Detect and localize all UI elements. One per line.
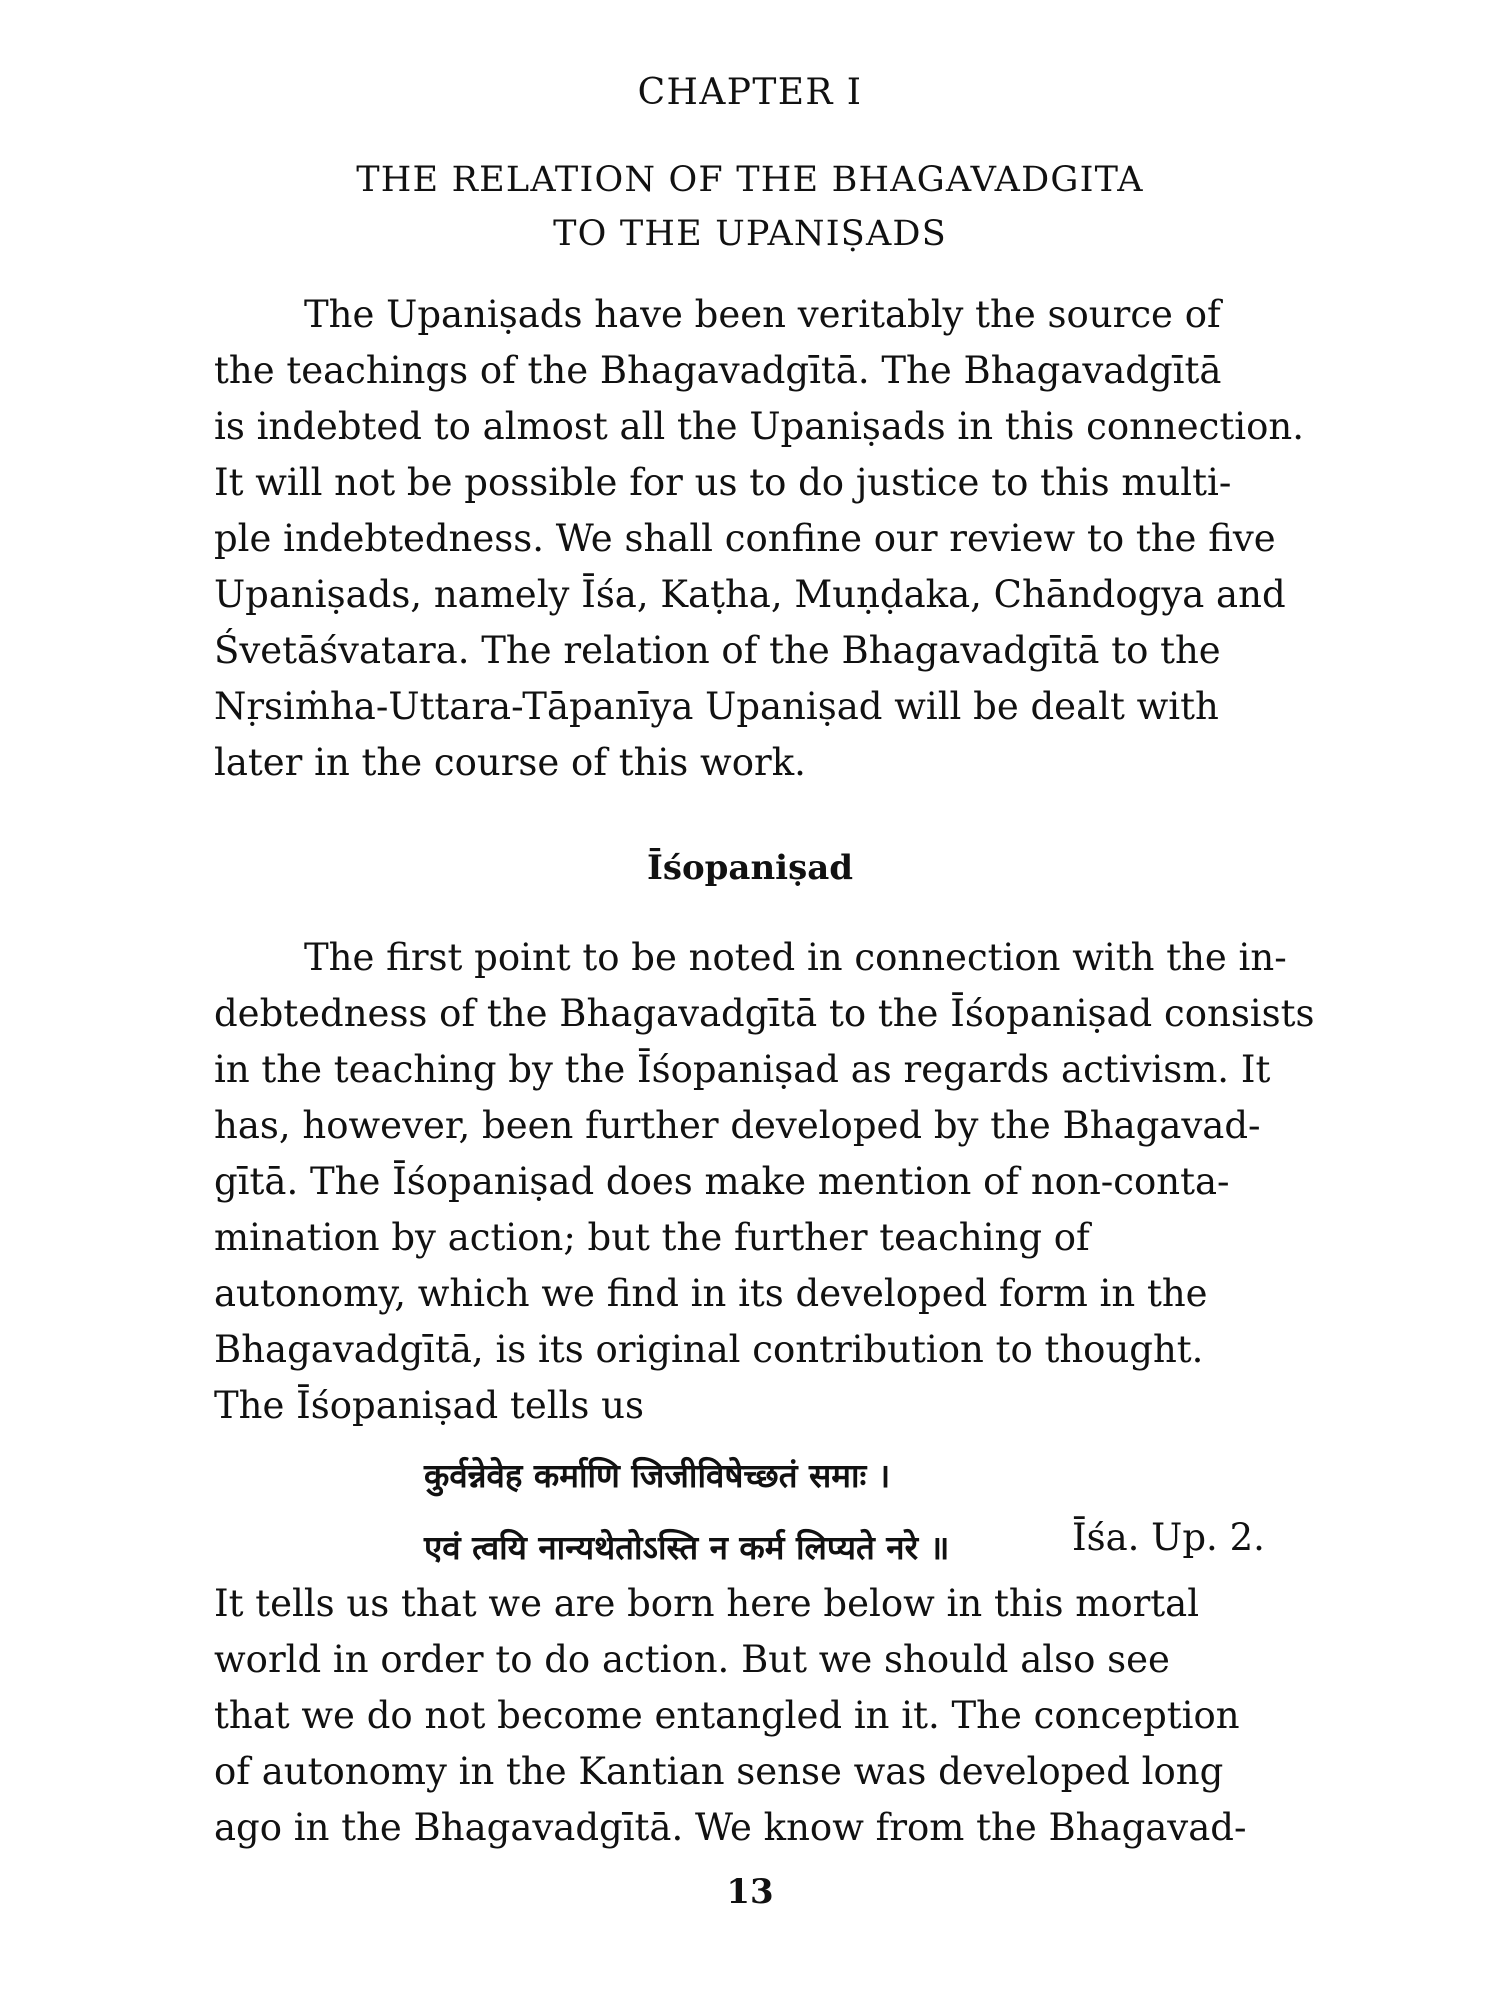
sanskrit-verse-line-1: कुर्वन्नेवेह कर्माणि जिजीविषेच्छतं समाः । bbox=[424, 1456, 891, 1495]
isopanisad-paragraph bbox=[214, 930, 1315, 1434]
paragraph-line: ple indebtedness. We shall confine our review to the five bbox=[214, 517, 1276, 560]
paragraph-line: It tells us that we are born here below in this mortal bbox=[214, 1582, 1200, 1625]
paragraph-line: later in the course of this work. bbox=[214, 741, 806, 784]
section-heading-isopanisad: Īśopaniṣad bbox=[646, 848, 854, 888]
paragraph-line: autonomy, which we find in its developed form in the bbox=[214, 1272, 1208, 1315]
paragraph-line: The first point to be noted in connection with the in- bbox=[304, 936, 1287, 979]
paragraph-line: mination by action; but the further teaching of bbox=[214, 1216, 1090, 1259]
paragraph-line: ago in the Bhagavadgītā. We know from the Bhagavad- bbox=[214, 1806, 1247, 1849]
paragraph-line: Nṛsiṁha-Uttara-Tāpanīya Upaniṣad will be dealt with bbox=[214, 685, 1219, 728]
paragraph-line: gītā. The Īśopaniṣad does make mention of non-conta- bbox=[214, 1160, 1230, 1203]
chapter-title-line-2: TO THE UPANIṢADS bbox=[553, 214, 947, 254]
paragraph-line: the teachings of the Bhagavadgītā. The Bhagavadgītā bbox=[214, 349, 1222, 392]
paragraph-line: in the teaching by the Īśopaniṣad as regards activism. It bbox=[214, 1048, 1271, 1091]
paragraph-line: has, however, been further developed by the Bhagavad- bbox=[214, 1104, 1261, 1147]
intro-paragraph bbox=[214, 287, 1304, 791]
paragraph-line: Śvetāśvatara. The relation of the Bhagavadgītā to the bbox=[214, 629, 1221, 672]
paragraph-line: The Īśopaniṣad tells us bbox=[214, 1384, 644, 1427]
page-number: 13 bbox=[726, 1872, 774, 1912]
paragraph-line: Bhagavadgītā, is its original contribution to thought. bbox=[214, 1328, 1204, 1371]
verse-reference: Īśa. Up. 2. bbox=[1072, 1516, 1265, 1559]
chapter-label: CHAPTER I bbox=[637, 72, 863, 113]
chapter-title-line-1: THE RELATION OF THE BHAGAVADGITA bbox=[356, 160, 1144, 200]
explanation-paragraph bbox=[214, 1576, 1300, 1856]
paragraph-line: debtedness of the Bhagavadgītā to the Īśopaniṣad consists bbox=[214, 992, 1315, 1035]
paragraph-line: of autonomy in the Kantian sense was developed long bbox=[214, 1750, 1224, 1793]
paragraph-line: It will not be possible for us to do justice to this multi- bbox=[214, 461, 1232, 504]
paragraph-line: is indebted to almost all the Upaniṣads in this connection. bbox=[214, 405, 1304, 448]
sanskrit-verse-line-2: एवं त्वयि नान्यथेतोऽस्ति न कर्म लिप्यते नरे ॥ bbox=[424, 1528, 950, 1567]
paragraph-line: Upaniṣads, namely Īśa, Kaṭha, Muṇḍaka, Chāndogya and bbox=[214, 573, 1286, 616]
paragraph-line: that we do not become entangled in it. The conception bbox=[214, 1694, 1240, 1737]
paragraph-line: world in order to do action. But we should also see bbox=[214, 1638, 1170, 1681]
paragraph-line: The Upaniṣads have been veritably the source of bbox=[304, 293, 1221, 336]
